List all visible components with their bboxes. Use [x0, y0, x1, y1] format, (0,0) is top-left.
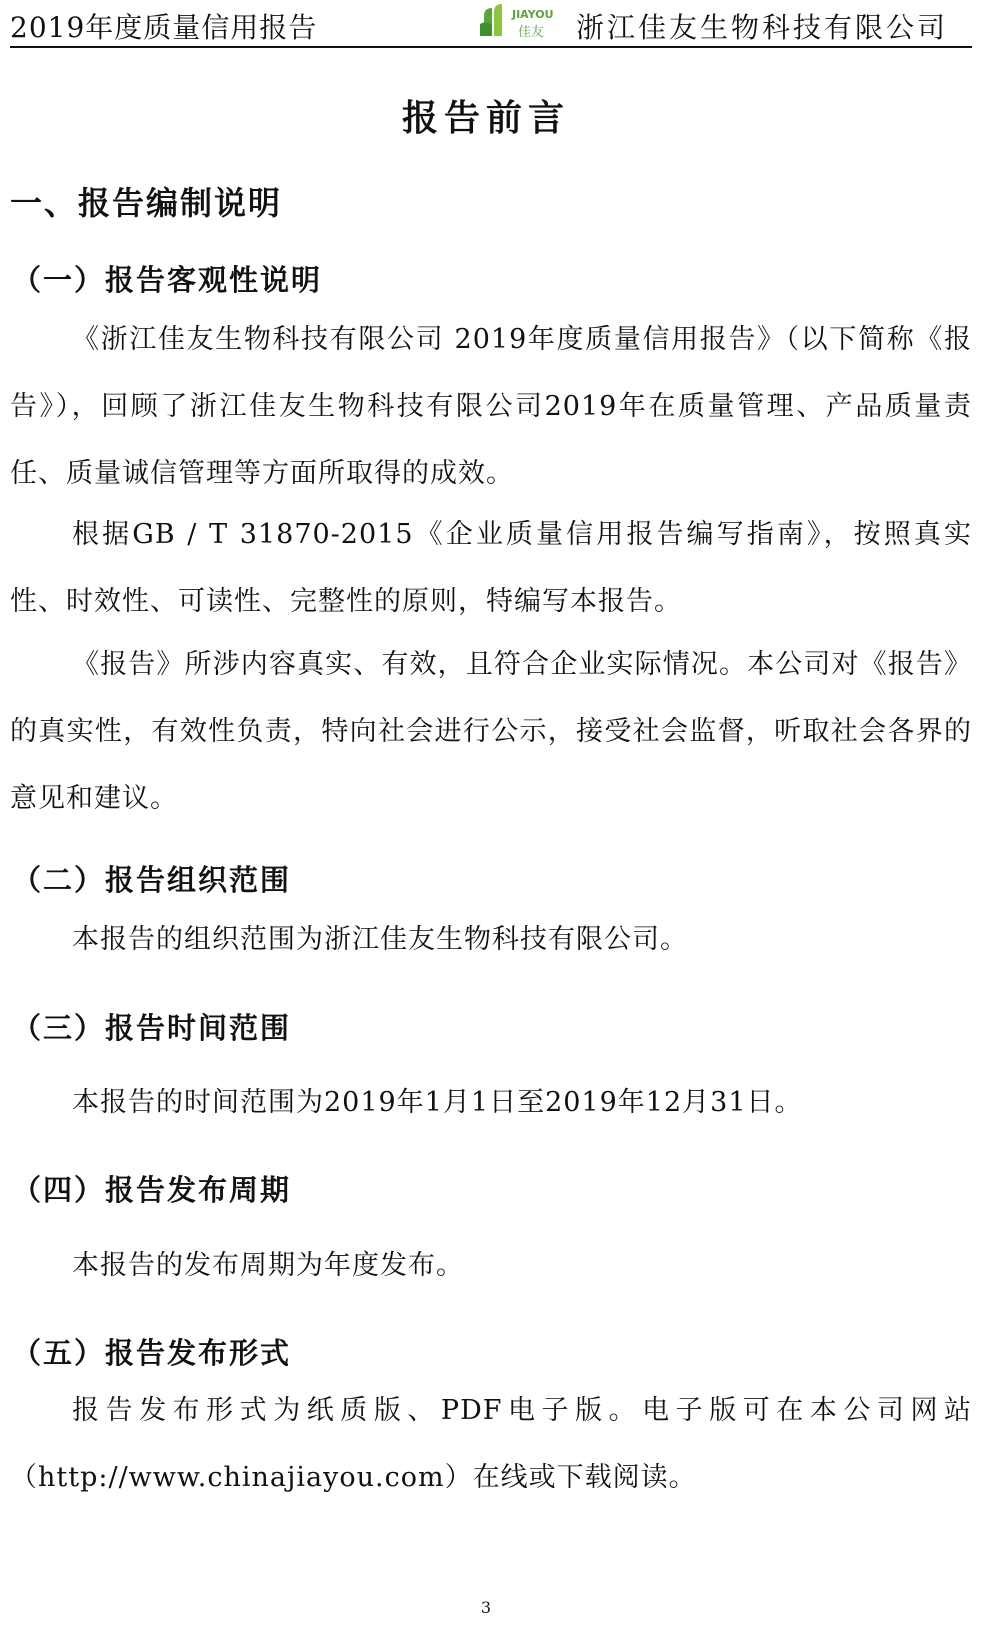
subsection-heading-5: （五）报告发布形式 — [12, 1336, 292, 1370]
header-company-name: 浙江佳友生物科技有限公司 — [576, 11, 949, 44]
header-divider — [10, 46, 972, 48]
subsection-heading-2: （二）报告组织范围 — [12, 863, 292, 897]
paragraph-format: 报告发布形式为纸质版、PDF电子版。电子版可在本公司网站（http://www.chinajiayou.com）在线或下载阅读。 — [10, 1395, 972, 1493]
page-title: 报告前言 — [401, 98, 570, 139]
section-title: 一、报告编制说明 — [10, 184, 283, 222]
paragraph-time-range: 本报告的时间范围为2019年1月1日至2019年12月31日。 — [72, 1087, 803, 1118]
header-report-title: 2019年度质量信用报告 — [10, 11, 318, 44]
logo-text-cn: 佳友 — [518, 25, 545, 40]
paragraph-objectivity-1: 《浙江佳友生物科技有限公司 2019年度质量信用报告》（以下简称《报告》），回顾了浙江佳友生物科技有限公司2019年在质量管理、产品质量责任、质量诚信管理等方面所取得的成效。 — [10, 324, 972, 489]
subsection-heading-4: （四）报告发布周期 — [12, 1173, 292, 1207]
paragraph-objectivity-3: 《报告》所涉内容真实、有效，且符合企业实际情况。本公司对《报告》的真实性，有效性负责，特向社会进行公示，接受社会监督，听取社会各界的意见和建议。 — [10, 649, 972, 814]
paragraph-objectivity-2: 根据GB / T 31870-2015《企业质量信用报告编写指南》，按照真实性、时效性、可读性、完整性的原则，特编写本报告。 — [10, 519, 972, 617]
paragraph-scope: 本报告的组织范围为浙江佳友生物科技有限公司。 — [72, 924, 688, 955]
jiayou-logo-icon — [478, 2, 564, 42]
subsection-heading-3: （三）报告时间范围 — [12, 1011, 292, 1045]
paragraph-cycle: 本报告的发布周期为年度发布。 — [72, 1250, 464, 1281]
page-number: 3 — [480, 1598, 492, 1617]
subsection-heading-1: （一）报告客观性说明 — [12, 263, 323, 297]
logo-text-en: JIAYOU — [512, 8, 554, 21]
company-logo — [478, 2, 564, 42]
